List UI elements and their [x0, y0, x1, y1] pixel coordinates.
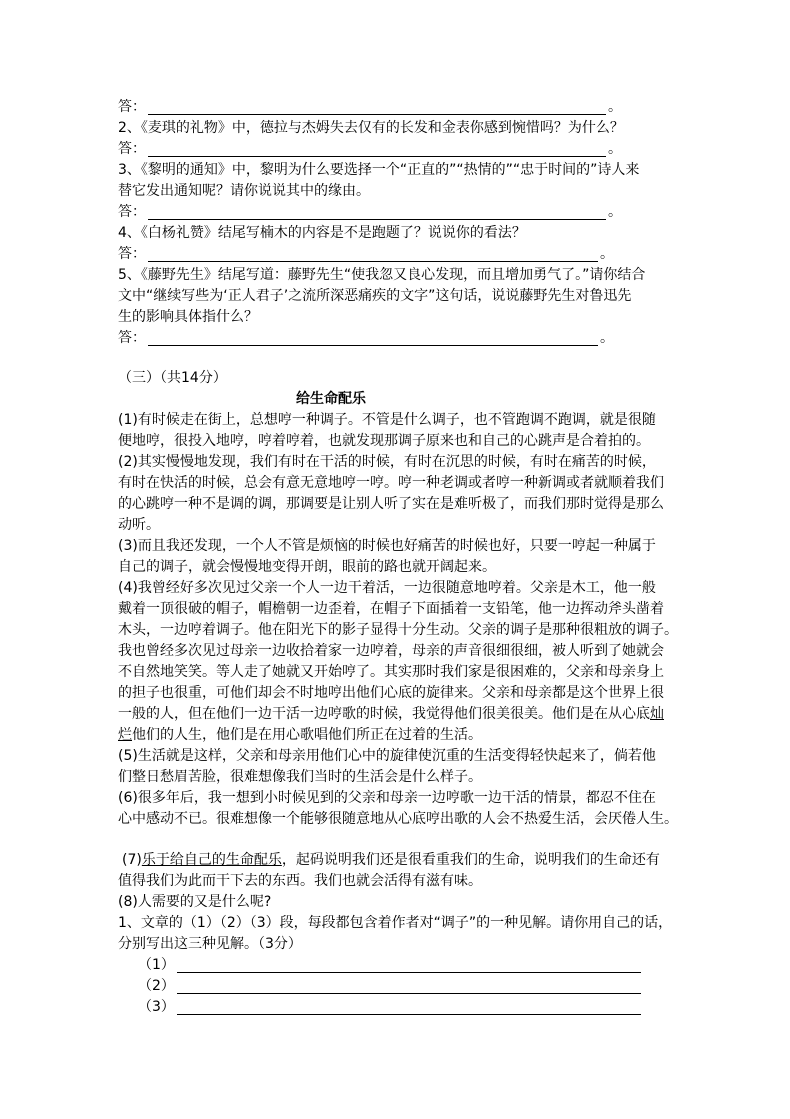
- article-title: 给生命配乐: [296, 391, 366, 407]
- paragraph-7: [118, 850, 688, 871]
- paragraph-1: (1)有时候走在街上，总想哼一种调子。不管是什么调子，也不管跑调不跑调，就是很随: [118, 412, 656, 428]
- paragraph-3: (3)而且我还发现，一个人不管是烦恼的时候也好痛苦的时候也好，只要一哼起一种属于: [118, 538, 656, 554]
- text: 一般的人，但在他们一边干活一边哼歌的时候，我觉得他们很美很美。他们是在从心底: [118, 706, 650, 722]
- section-header: （三）（共14分）: [118, 370, 227, 386]
- text: ，起码说明我们还是很看重我们的生命，说明我们的生命还有: [281, 852, 660, 868]
- paragraph-2: (2)其实慢慢地发现，我们有时在干活的时候，有时在沉思的时候，有时在痛苦的时候，: [118, 454, 656, 470]
- paragraph-2: 的心跳哼一种不是调的调，那调要是让别人听了实在是难听极了，而我们那时觉得是那么: [118, 496, 664, 512]
- answer-blank[interactable]: [148, 100, 606, 115]
- period: 。: [608, 99, 622, 115]
- answer-line-1: [118, 97, 688, 118]
- answer-blank[interactable]: [177, 958, 641, 973]
- paragraph-5: (5)生活就是这样，父亲和母亲用他们心中的旋律使沉重的生活变得轻快起来了，倘若他: [118, 748, 656, 764]
- paragraph-7: 值得我们为此而干下去的东西。我们也就会活得有滋有味。: [118, 873, 482, 889]
- answer-label: 答：: [118, 204, 146, 220]
- paragraph-5: 们整日愁眉苦脸，很难想像我们当时的生活会是什么样子。: [118, 769, 482, 785]
- sub-answer-1: [118, 955, 688, 976]
- answer-line-4: [118, 244, 688, 265]
- answer-blank[interactable]: [177, 979, 641, 994]
- underlined-text: 烂: [118, 727, 132, 743]
- text: 他们的人生，他们是在用心歌唱他们所正在过着的生活。: [132, 727, 482, 743]
- answer-blank[interactable]: [148, 142, 606, 157]
- sub-label: （2）: [138, 978, 175, 994]
- paragraph-1: 便地哼，很投入地哼，哼着哼着，也就发现那调子原来也和自己的心跳声是合着拍的。: [118, 433, 650, 449]
- question-2: 2、《麦琪的礼物》中，德拉与杰姆失去仅有的长发和金表你感到惋惜吗？为什么？: [118, 120, 624, 136]
- answer-label: 答：: [118, 246, 146, 262]
- paragraph-6: (6)很多年后，我一想到小时候见到的父亲和母亲一边哼歌一边干活的情景，都忍不住在: [118, 790, 656, 806]
- question-5: 生的影响具体指什么？: [118, 309, 258, 325]
- paragraph-4: 戴着一顶很破的帽子，帽檐朝一边歪着，在帽子下面插着一支铅笔，他一边挥动斧头凿着: [118, 601, 664, 617]
- period: 。: [608, 204, 622, 220]
- paragraph-2: 动听。: [118, 517, 160, 533]
- answer-blank[interactable]: [148, 247, 598, 262]
- period: 。: [600, 246, 614, 262]
- question-5: 5、《藤野先生》结尾写道：藤野先生“使我忽又良心发现，而且增加勇气了。”请你结合: [118, 267, 646, 283]
- answer-line-3: [118, 202, 688, 223]
- paragraph-4: 我也曾经多次见过母亲一边收拾着家一边哼着，母亲的声音很细很细，被人听到了她就会: [118, 643, 664, 659]
- paragraph-8: (8)人需要的又是什么呢?: [118, 894, 272, 910]
- sub-label: （3）: [138, 999, 175, 1015]
- document-page: [118, 97, 688, 1018]
- task-1: 分别写出这三种见解。（3分）: [118, 936, 302, 952]
- paragraph-number: (7): [122, 852, 142, 868]
- underlined-text: 灿: [650, 706, 664, 722]
- answer-blank[interactable]: [148, 331, 598, 346]
- paragraph-6: 心中感动不已。很难想像一个能够很随意地从心底哼出歌的人会不热爱生活，会厌倦人生。: [118, 811, 678, 827]
- question-3: 3、《黎明的通知》中，黎明为什么要选择一个“正直的”“热情的”“忠于时间的”诗人来: [118, 162, 640, 178]
- answer-label: 答：: [118, 330, 146, 346]
- paragraph-2: 有时在快活的时候，总会有意无意地哼一哼。哼一种老调或者哼一种新调或者就顺着我们: [118, 475, 664, 491]
- answer-blank[interactable]: [177, 1000, 641, 1015]
- task-1: 1、文章的（1）（2）（3）段，每段都包含着作者对“调子”的一种见解。请你用自己的话，: [118, 915, 673, 931]
- question-5: 文中“继续写些为‘正人君子’之流所深恶痛疾的文字”这句话，说说藤野先生对鲁迅先: [118, 288, 632, 304]
- spacer: [118, 349, 688, 368]
- sub-label: （1）: [138, 957, 175, 973]
- answer-blank[interactable]: [148, 205, 606, 220]
- paragraph-4: 的担子也很重，可他们却会不时地哼出他们心底的旋律来。父亲和母亲都是这个世界上很: [118, 685, 664, 701]
- period: 。: [608, 141, 622, 157]
- paragraph-4: [118, 704, 688, 725]
- sub-answer-2: [118, 976, 688, 997]
- paragraph-4: [118, 725, 688, 746]
- paragraph-4: (4)我曾经好多次见过父亲一个人一边干着活，一边很随意地哼着。父亲是木工，他一般: [118, 580, 656, 596]
- answer-label: 答：: [118, 99, 146, 115]
- paragraph-4: 木头，一边哼着调子。他在阳光下的影子显得十分生动。父亲的调子是那种很粗放的调子。: [118, 622, 678, 638]
- answer-line-5: [118, 328, 688, 349]
- question-4: 4、《白杨礼赞》结尾写楠木的内容是不是跑题了？说说你的看法？: [118, 225, 526, 241]
- paragraph-3: 自己的调子，就会慢慢地变得开朗，眼前的路也就开阔起来。: [118, 559, 496, 575]
- paragraph-4: 不自然地笑笑。等人走了她就又开始哼了。其实那时我们家是很困难的，父亲和母亲身上: [118, 664, 664, 680]
- period: 。: [600, 330, 614, 346]
- underlined-text: 乐于给自己的生命配乐: [141, 852, 282, 868]
- question-3: 替它发出通知呢？请你说说其中的缘由。: [118, 183, 370, 199]
- answer-label: 答：: [118, 141, 146, 157]
- sub-answer-3: [118, 997, 688, 1018]
- spacer: [118, 830, 688, 850]
- answer-line-2: [118, 139, 688, 160]
